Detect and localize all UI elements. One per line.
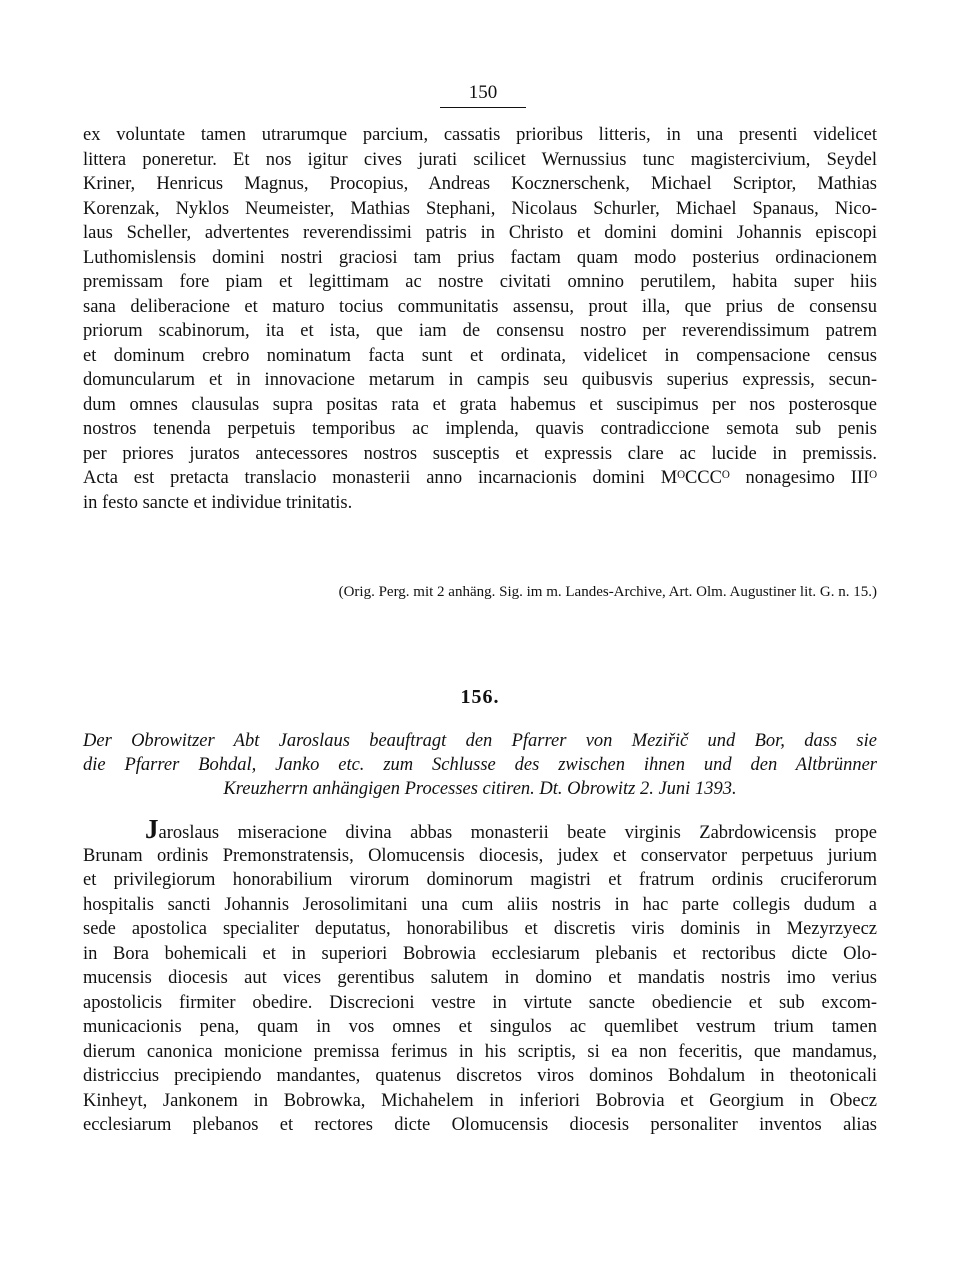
text-line: priorum scabinorum, ita et ista, que iam de consensu nostro per reverendissimum patrem <box>83 321 877 341</box>
continuation-text <box>83 123 877 515</box>
text-line: Luthomislensis domini nostri graciosi tam prius factam quam modo posterius ordinacionem <box>83 247 877 268</box>
text-line: Acta est pretacta translacio monasterii anno incarnacionis domini MᴼCCCᴼ nonagesimo IIIᴼ <box>83 468 877 488</box>
text-line: et dominum crebro nominatum facta sunt et ordinata, videlicet in compensacione census <box>83 345 877 366</box>
text-line: sana deliberacione et maturo tocius communitatis assensu, prout illa, que prius de consensu <box>83 296 877 317</box>
text-line: Brunam ordinis Premonstratensis, Olomucensis diocesis, judex et conservator perpetuus jurium <box>83 845 877 866</box>
text-line: domuncularum et in innovacione metarum in campis seu quibusvis superius expressis, secun- <box>83 370 877 390</box>
text-line: mucensis diocesis aut vices gerentibus salutem in domino et mandatis nostris imo verius <box>83 968 877 988</box>
regest-line: die Pfarrer Bohdal, Janko etc. zum Schlusse des zwischen ihnen und den Altbrünner <box>83 755 877 775</box>
text-line: in festo sancte et individue trinitatis. <box>83 492 353 513</box>
text-line <box>83 814 877 844</box>
text-line: Kinheyt, Jankonem in Bobrowka, Michahelem in inferiori Bobrovia et Georgium in Obecz <box>83 1090 877 1111</box>
text-line: ex voluntate tamen utrarumque parcium, cassatis prioribus litteris, in una presenti videlicet <box>83 125 877 145</box>
page-number: 150 <box>440 82 526 108</box>
text-line: dierum canonica monicione premissa ferimus in his scriptis, si ea non feceritis, que mandamus, <box>83 1041 877 1062</box>
text-line: littera poneretur. Et nos igitur cives jurati scilicet Wernussius tunc magistercivium, Seydel <box>83 149 877 170</box>
regest-line: Kreuzherrn anhängigen Processes citiren. Dt. Obrowitz 2. Juni 1393. <box>223 779 737 799</box>
text-line: dum omnes clausulas supra positas rata et grata habemus et suscipimus per nos posterosque <box>83 394 877 415</box>
text-line: municacionis pena, quam in vos omnes et singulos ac quemlibet vestrum trium tamen <box>83 1017 877 1037</box>
text-line: et privilegiorum honorabilium virorum dominorum magistri et fratrum ordinis cruciferorum <box>83 870 877 890</box>
text-line: premissam fore piam et legittimam ac nostre civitati omnino perutilem, habita super hiis <box>83 272 877 292</box>
text-line: hospitalis sancti Johannis Jerosolimitani una cum aliis nostris in hac parte collegis dudum a <box>83 894 877 915</box>
first-line-text: aroslaus miseracione divina abbas monasterii beate virginis Zabrdowicensis prope <box>158 823 877 843</box>
initial-letter: J <box>145 814 159 844</box>
charter-text <box>83 814 877 1138</box>
text-line: sede apostolica specialiter deputatus, honorabilibus et discretis viris dominis in Mezyrzyecz <box>83 919 877 939</box>
regest-line: Der Obrowitzer Abt Jaroslaus beauftragt den Pfarrer von Meziřič und Bor, dass sie <box>83 731 877 751</box>
text-line: per priores juratos antecessores nostros susceptis et expressis clare ac lucide in premissis. <box>83 443 877 464</box>
text-line: apostolicis firmiter obedire. Discrecioni vestre in virtute sancte obediencie et sub excom- <box>83 992 877 1013</box>
text-line: districcius precipiendo mandantes, quatenus discretos viros dominos Bohdalum in theotonicali <box>83 1066 877 1086</box>
text-line: in Bora bohemicali et in superiori Bobrowia ecclesiarum plebanis et rectoribus dicte Olo- <box>83 943 877 964</box>
text-line: laus Scheller, advertentes reverendissimi patris in Christo et domini domini Johannis episcopi <box>83 223 877 243</box>
text-line: Korenzak, Nyklos Neumeister, Mathias Stephani, Nicolaus Schurler, Michael Spanaus, Nico- <box>83 198 877 219</box>
text-line: nostros tenenda perpetuis temporibus ac implenda, quavis contradiccione semota sub penis <box>83 419 877 439</box>
text-line: ecclesiarum plebanos et rectores dicte Olomucensis diocesis personaliter inventos alias <box>83 1115 877 1135</box>
source-note: (Orig. Perg. mit 2 anhäng. Sig. im m. Landes-Archive, Art. Olm. Augustiner lit. G. n. 15.) <box>338 584 877 600</box>
text-line: Kriner, Henricus Magnus, Procopius, Andreas Kocznerschenk, Michael Scriptor, Mathias <box>83 174 877 194</box>
regest-summary <box>83 729 877 801</box>
document-number: 156. <box>460 686 500 708</box>
